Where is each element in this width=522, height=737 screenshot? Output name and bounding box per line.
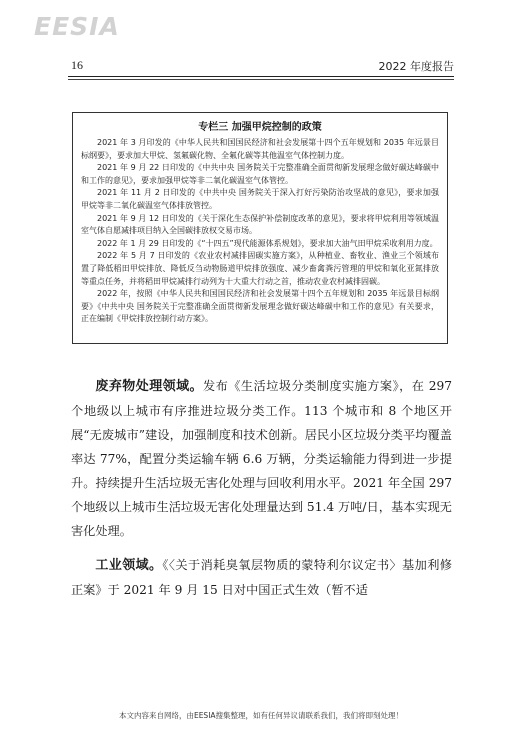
body-text bbox=[71, 374, 452, 602]
page-number: 16 bbox=[71, 58, 83, 72]
box-title: 专栏三 加强甲烷控制的政策 bbox=[198, 122, 322, 133]
box-paragraph: 2021 年 9 月 12 日印发的《关于深化生态保护补偿制度改革的意见》，要求将甲烷利用等领域温室气体自愿减排项目纳入全国碳排放权交易市场。 bbox=[81, 213, 439, 236]
box-paragraph: 2021 年 9 月 22 日印发的《中共中央 国务院关于完整准确全面贯彻新发展理念做好碳达峰碳中和工作的意见》，要求加强甲烷等非二氧化碳温室气体管控。 bbox=[81, 163, 439, 185]
box-paragraph: 2021 年 3 月印发的《中华人民共和国国民经济和社会发展第十四个五年规划和 2035 年远景目标纲要》，要求加大甲烷、氢氟碳化物、全氟化碳等其他温室气体控制力度。 bbox=[81, 138, 439, 160]
section-lead: 废弃物处理领域。 bbox=[95, 379, 203, 394]
policy-box bbox=[72, 112, 448, 344]
body-paragraph-industry bbox=[71, 553, 452, 602]
eesia-logo: EESIA bbox=[34, 12, 120, 41]
box-paragraph: 2021 年 11 月 2 日印发的《中共中央 国务院关于深入打好污染防治攻坚战的意见》，要求加强甲烷等非二氧化碳温室气体排放管控。 bbox=[81, 188, 439, 210]
box-paragraph: 2022 年 5 月 7 日印发的《农业农村减排固碳实施方案》，从种植业、畜牧业、渔业三个领域布置了降低稻田甲烷排放、降低反刍动物肠道甲烷排放强度、减少畜禽粪污管理的甲烷和氧化亚氮排放等重点任务，并将稻田甲烷减排行动列为十大重大行动之首，推动农业农村减排固碳。 bbox=[81, 251, 439, 286]
header-rule-thin bbox=[68, 79, 454, 80]
paragraph-text: 《〈关于消耗臭氧层物质的蒙特利尔议定书〉基加利修正案》于 2021 年 9 月 15 日对中国正式生效（暂不适 bbox=[71, 558, 452, 597]
report-title: 2022 年度报告 bbox=[378, 60, 454, 73]
body-paragraph-waste bbox=[71, 374, 452, 543]
section-lead: 工业领域。 bbox=[95, 558, 163, 573]
paragraph-text: 发布《生活垃圾分类制度实施方案》，在 297 个地级以上城市有序推进垃圾分类工作。113 个城市和 8 个地区开展“无废城市”建设，加强制度和技术创新。居民小区垃圾分类平均覆盖率达 77%，配置分类运输车辆 6.6 万辆，分类运输能力得到进一步提升。持续提升生活垃圾无害化处理与回收利用水平。2021 年全国 297 个地级以上城市生活垃圾无害化处理量达到 51.4 万吨/日，基本实现无害化处理。 bbox=[71, 379, 452, 538]
header-rule bbox=[68, 76, 454, 77]
box-paragraph: 2022 年，按照《中华人民共和国国民经济和社会发展第十四个五年规划和 2035 年远景目标纲要》《中共中央 国务院关于完整准确全面贯彻新发展理念做好碳达峰碳中和工作的意见》有关要求，正在编制《甲烷排放控制行动方案》。 bbox=[81, 289, 439, 324]
footer-disclaimer: 本文内容来自网络，由EESIA搜集整理，如有任何异议请联系我们，我们将即刻处理！ bbox=[118, 711, 404, 720]
box-paragraph: 2022 年 1 月 29 日印发的《“十四五”现代能源体系规划》，要求加大油气田甲烷采收利用力度。 bbox=[97, 238, 438, 248]
